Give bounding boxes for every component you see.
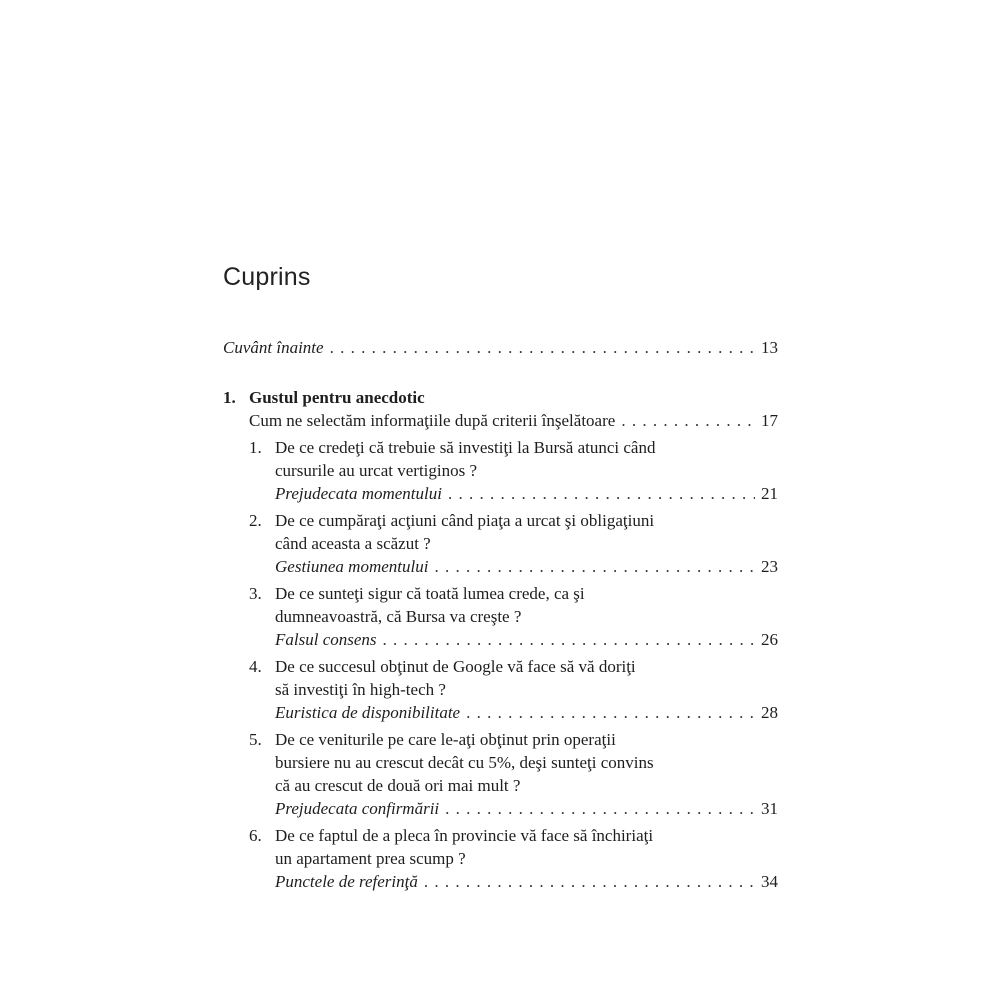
item-question-line: De ce faptul de a pleca în provincie vă face să închiriaţi <box>275 826 654 845</box>
item-number: 2. <box>249 511 262 530</box>
item-question-line: bursiere nu au crescut decât cu 5%, deşi sunteţi convins <box>275 753 654 772</box>
chapter-subtitle-line <box>223 409 778 432</box>
item-number: 1. <box>249 438 262 457</box>
item-number: 4. <box>249 657 262 676</box>
item-question-line: dumneavoastră, că Bursa va creşte ? <box>275 607 522 626</box>
item-number: 3. <box>249 584 262 603</box>
dot-leader <box>330 336 755 359</box>
dot-leader <box>434 555 755 578</box>
dot-leader <box>466 701 755 724</box>
item-topic-line <box>275 628 778 651</box>
toc-item <box>223 509 778 578</box>
page-title: Cuprins <box>223 262 311 291</box>
item-body <box>275 655 778 724</box>
toc-chapter-1 <box>223 386 778 893</box>
item-topic-line <box>275 870 778 893</box>
toc-item <box>223 436 778 505</box>
chapter-title: Gustul pentru anecdotic <box>249 388 425 407</box>
item-topic-line <box>275 555 778 578</box>
dot-leader <box>448 482 755 505</box>
item-question-line: De ce cumpăraţi acţiuni când piaţa a urcat şi obligaţiuni <box>275 511 655 530</box>
toc-item <box>223 728 778 820</box>
dot-leader <box>445 797 755 820</box>
item-question-line: că au crescut de două ori mai mult ? <box>275 776 521 795</box>
toc-entry-preface <box>223 336 778 359</box>
item-page-number: 34 <box>761 872 778 891</box>
item-question-line: De ce succesul obţinut de Google vă face să vă doriţi <box>275 657 636 676</box>
item-page-number: 26 <box>761 630 778 649</box>
item-body <box>275 582 778 651</box>
chapter-heading <box>223 386 778 409</box>
chapter-subtitle: Cum ne selectăm informaţiile după criterii înşelătoare <box>249 411 616 430</box>
toc-item <box>223 655 778 724</box>
chapter-number: 1. <box>223 388 236 407</box>
item-page-number: 28 <box>761 703 778 722</box>
item-topic-line <box>275 797 778 820</box>
chapter-page-number: 17 <box>761 411 778 430</box>
item-topic-line <box>275 482 778 505</box>
item-body <box>275 824 778 893</box>
item-question-line: când aceasta a scăzut ? <box>275 534 431 553</box>
item-question-line: un apartament prea scump ? <box>275 849 466 868</box>
item-topic: Prejudecata confirmării <box>275 799 440 818</box>
item-page-number: 21 <box>761 484 778 503</box>
toc-item <box>223 582 778 651</box>
item-body <box>275 509 778 578</box>
item-question-line: cursurile au urcat vertiginos ? <box>275 461 478 480</box>
item-question-line: De ce credeţi că trebuie să investiţi la Bursă atunci când <box>275 438 656 457</box>
item-question-line: să investiţi în high-tech ? <box>275 680 446 699</box>
table-of-contents <box>223 336 778 893</box>
item-question-line: De ce sunteţi sigur că toată lumea crede, ca şi <box>275 584 585 603</box>
dot-leader <box>383 628 755 651</box>
toc-item <box>223 824 778 893</box>
item-page-number: 31 <box>761 799 778 818</box>
preface-page-number: 13 <box>761 338 778 357</box>
dot-leader <box>424 870 755 893</box>
dot-leader <box>621 409 755 432</box>
item-page-number: 23 <box>761 557 778 576</box>
item-body <box>275 728 778 820</box>
item-number: 6. <box>249 826 262 845</box>
item-body <box>275 436 778 505</box>
item-topic: Gestiunea momentului <box>275 557 429 576</box>
preface-label: Cuvânt înainte <box>223 338 324 357</box>
item-topic: Punctele de referinţă <box>275 872 418 891</box>
item-topic: Falsul consens <box>275 630 377 649</box>
item-question-line: De ce veniturile pe care le-aţi obţinut prin operaţii <box>275 730 616 749</box>
item-topic: Euristica de disponibilitate <box>275 703 461 722</box>
item-topic-line <box>275 701 778 724</box>
item-number: 5. <box>249 730 262 749</box>
item-topic: Prejudecata momentului <box>275 484 442 503</box>
toc-items <box>223 436 778 893</box>
